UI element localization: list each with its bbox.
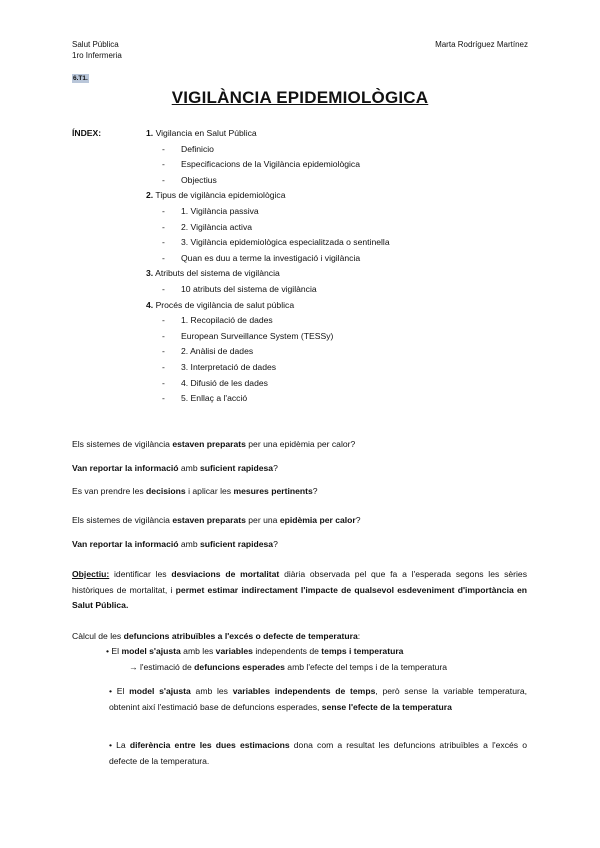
index-dash: - [162,221,165,232]
index-dash: - [162,346,165,357]
header-author: Marta Rodríguez Martínez [435,40,528,49]
index-item: 5. Enllaç a l'acció [181,393,248,404]
question-5: Van reportar la informació amb suficient rapidesa? [72,539,278,549]
bullet-1: • El model s'ajusta amb les variables independents de temps i temperatura [106,646,404,656]
index-item: Quan es duu a terme la investigació i vigilància [181,252,361,263]
index-dash: - [162,206,165,216]
question-3: Es van prendre les decisions i aplicar les mesures pertinents? [72,486,318,496]
objectiu-label: Objectiu: [72,569,110,579]
index-section-1: 1. Vigilancia en Salut Pública [146,128,257,138]
index-item: 2. Anàlisi de dades [181,346,254,357]
index-item: 1. Recopilació de dades [181,315,273,326]
index-item: Definicio [181,143,214,154]
index-item: European Surveillance System (TESSy) [181,330,334,341]
calcul-heading: Càlcul de les defuncions atribuïbles a l'excés o defecte de temperatura: [72,631,361,641]
index-section-4: 4. Procés de vigilància de salut pública [146,299,295,310]
index-item: 1. Vigilància passiva [181,206,259,216]
index-dash: - [162,362,165,372]
index-item: 4. Difusió de les dades [181,377,268,388]
question-4: Els sistemes de vigilància estaven preparats per una epidèmia per calor? [72,515,361,525]
index-dash: - [162,252,165,263]
index-dash: - [162,315,165,326]
index-item: 10 atributs del sistema de vigilància [181,284,317,294]
index-label: ÍNDEX: [72,128,102,138]
bullet-1-arrow: → l'estimació de defuncions esperades amb l'efecte del temps i de la temperatura [129,662,448,672]
question-1: Els sistemes de vigilància estaven preparats per una epidèmia per calor? [72,439,356,449]
header-course: 1ro Infermeria [72,51,122,60]
bullet-2: • El model s'ajusta amb les variables independents de temps, però sense la variable temperatura, obtenint així l'estimació base de defuncions esperades, sense l'efecte de la temperatura [109,686,528,712]
index-item: Especificacions de la Vigilància epidemiològica [181,159,360,170]
index-section-3: 3. Atributs del sistema de vigilància [146,268,280,279]
section-tag: 6.T1. [73,75,88,82]
index-item: Objectius [181,174,217,185]
objectiu-paragraph: Objectiu: identificar les desviacions de mortalitat diària observada pel que fa a l'esperada segons les sèries històriques de mortalitat, i permet estimar indirectament l'impacte de qualsevol esdeveniment d'importància en Salut Pública. [72,569,527,610]
index-dash: - [162,159,165,170]
index-section-2: 2. Tipus de vigilància epidemiològica [146,190,286,201]
index-dash: - [162,330,165,341]
index-dash: - [162,377,165,388]
index-item: 3. Vigilància epidemiològica especialitzada o sentinella [181,237,390,248]
index-dash: - [162,284,165,294]
header-subject: Salut Pública [72,40,119,49]
index-dash: - [162,143,165,154]
index-dash: - [162,174,165,185]
page-title: VIGILÀNCIA EPIDEMIOLÒGICA [171,88,429,107]
index-item: 2. Vigilància activa [181,221,253,232]
bullet-3: • La diferència entre les dues estimacions dona com a resultat les defuncions atribuïbles a l'excés o defecte de la temperatura. [109,740,528,766]
index-dash: - [162,393,165,404]
index-dash: - [162,237,165,248]
index-item: 3. Interpretació de dades [181,362,277,372]
question-2: Van reportar la informació amb suficient rapidesa? [72,463,278,473]
